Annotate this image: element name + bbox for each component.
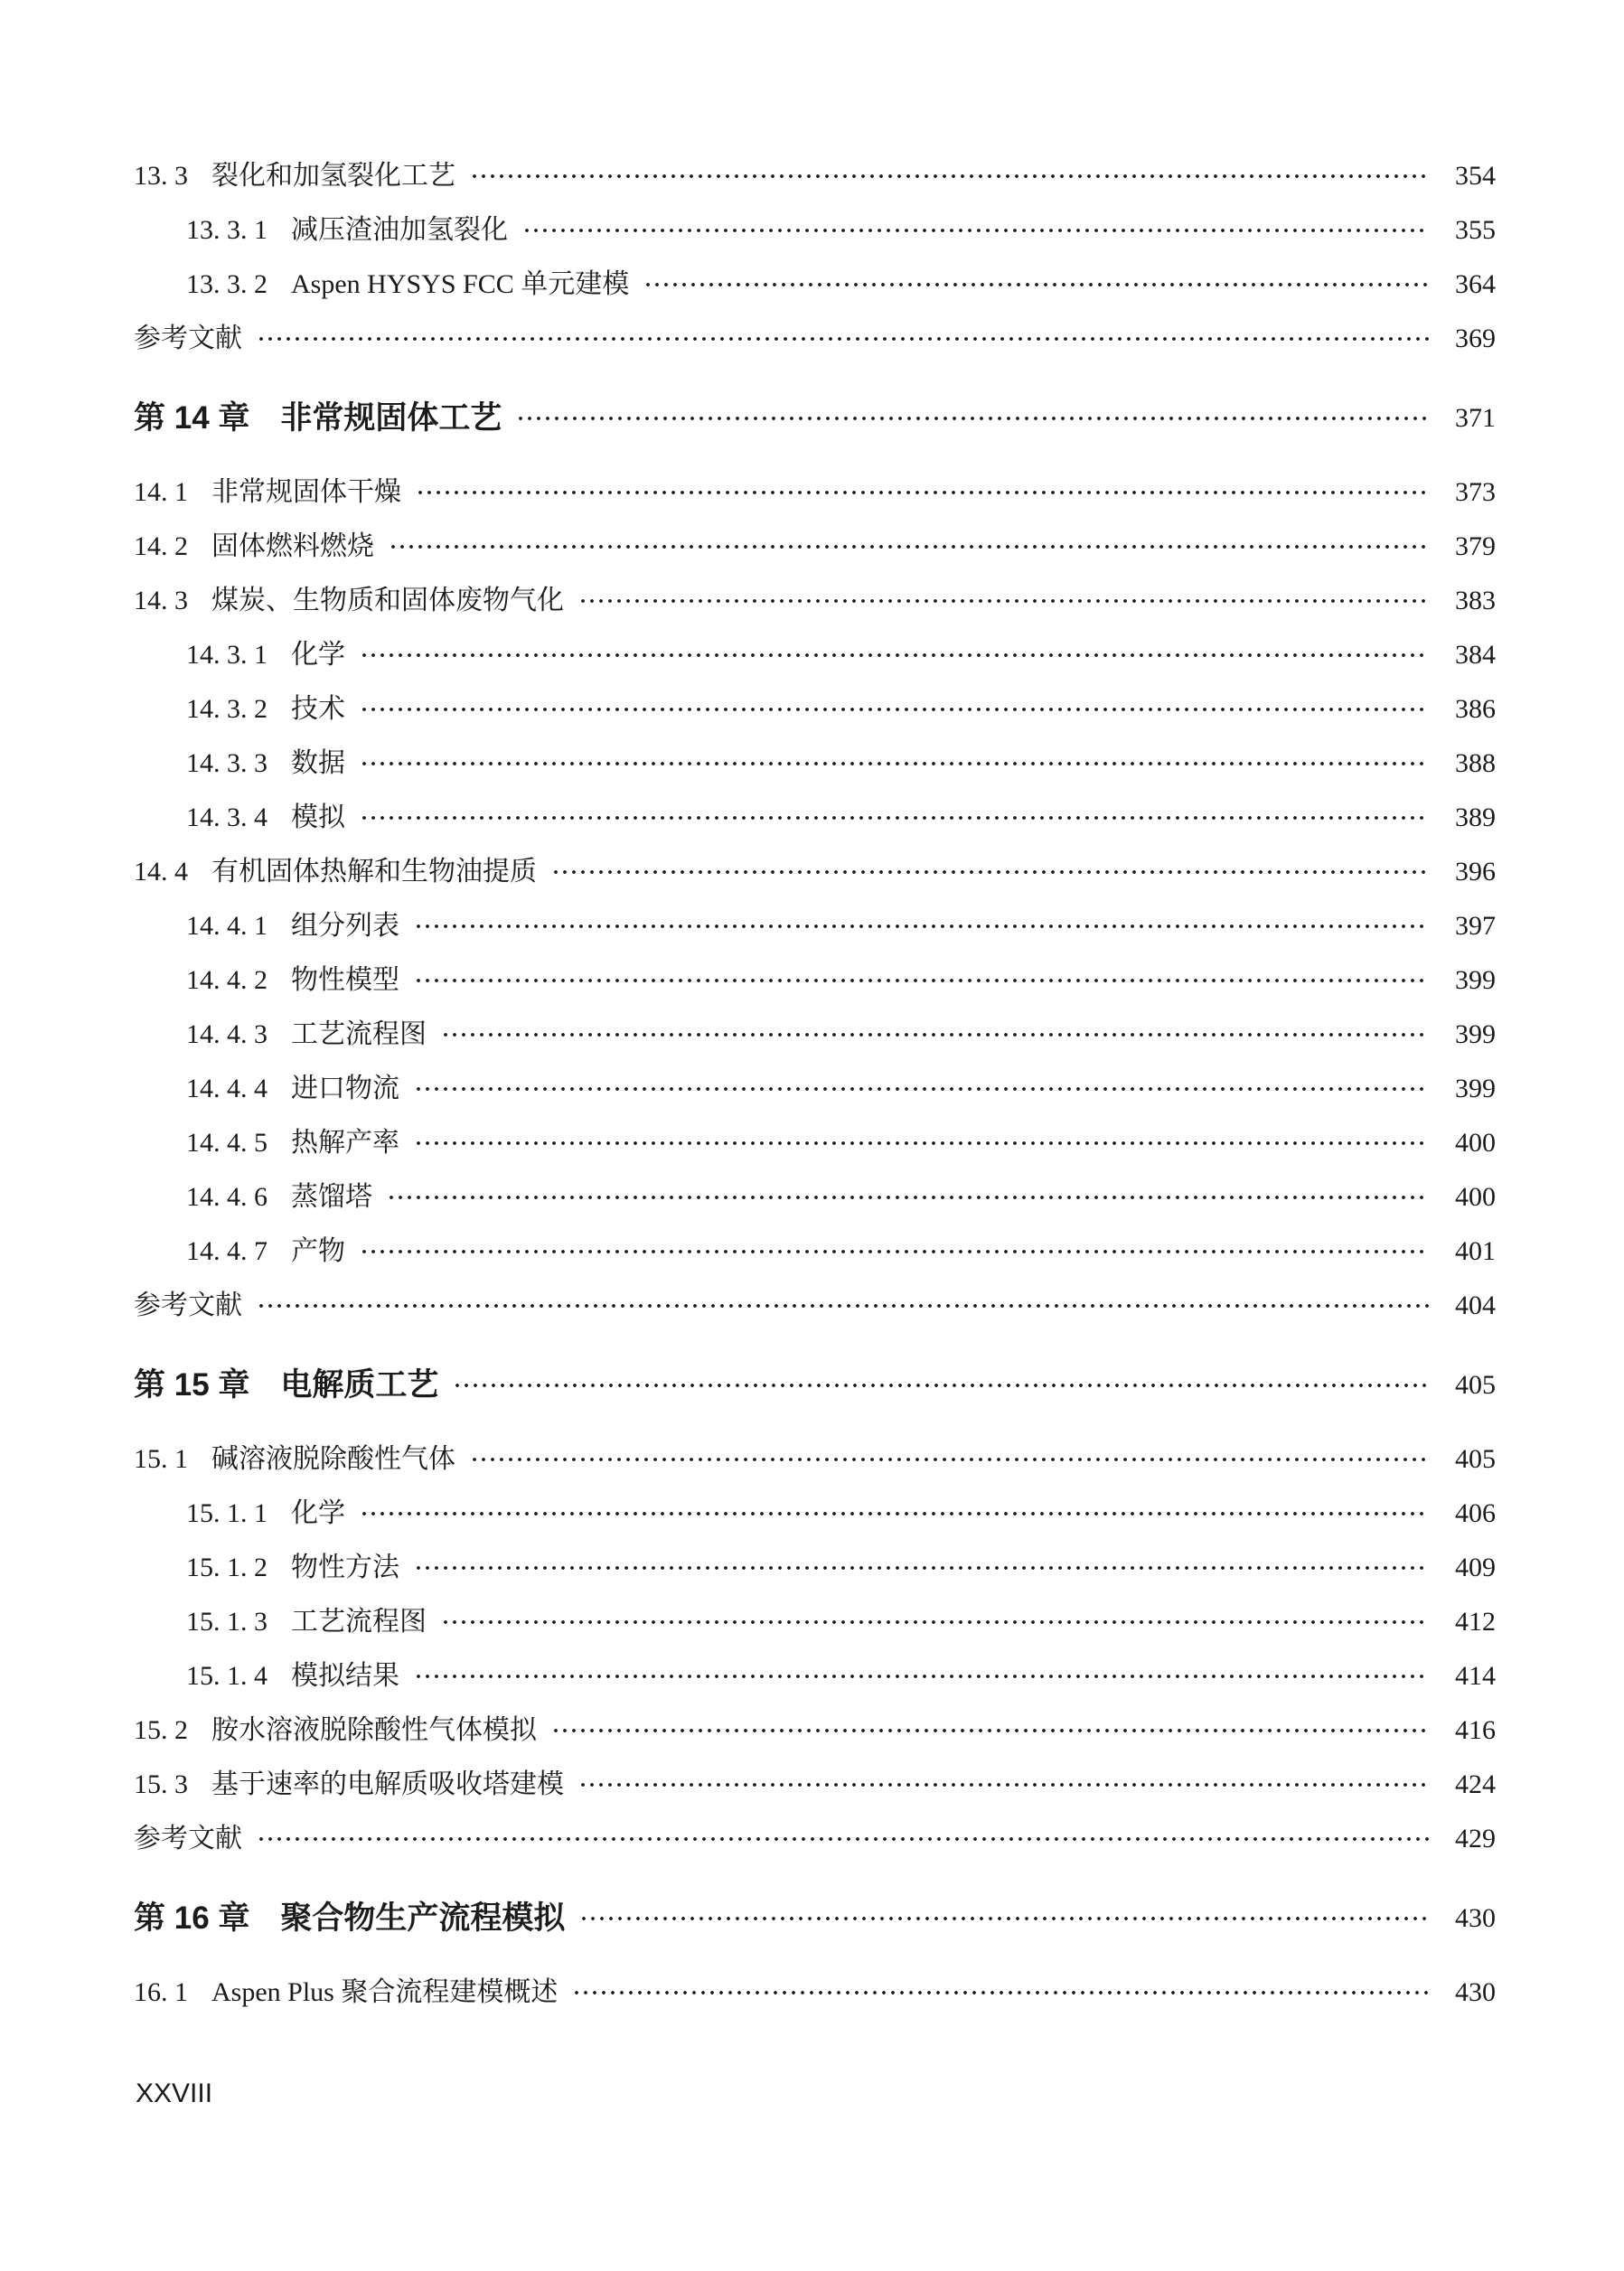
toc-entry <box>134 845 1496 899</box>
toc-entry <box>134 953 1496 1008</box>
toc-leader-dots <box>257 1812 1429 1866</box>
toc-entry-page: 405 <box>1455 1444 1496 1474</box>
toc-leader-dots <box>416 465 1429 520</box>
toc-leader-dots <box>572 1966 1429 2020</box>
toc-entry-number: 第 15 章 <box>134 1367 250 1403</box>
toc-entry-number: 14. 3. 4 <box>186 802 268 832</box>
toc-entry-page: 400 <box>1455 1128 1496 1158</box>
toc-entry-title: Aspen HYSYS FCC 单元建模 <box>291 269 630 299</box>
toc-entry-number: 14. 4. 7 <box>186 1236 268 1266</box>
toc-entry-number: 13. 3. 1 <box>186 215 268 245</box>
toc-entry-title: 物性方法 <box>291 1553 399 1582</box>
toc-entry-number: 14. 3. 2 <box>186 694 268 724</box>
toc-entry-title: 化学 <box>291 640 345 670</box>
toc-entry-number: 14. 4. 3 <box>186 1019 268 1049</box>
toc-leader-dots <box>470 149 1429 203</box>
toc-leader-dots <box>578 574 1429 628</box>
toc-entry-number: 16. 1 <box>134 1977 188 2007</box>
toc-entry-title: 聚合物生产流程模拟 <box>280 1900 566 1936</box>
toc-leader-dots <box>414 1062 1429 1116</box>
toc-entry-number: 13. 3 <box>134 161 188 191</box>
toc-leader-dots <box>414 953 1429 1008</box>
toc-entry <box>134 258 1496 312</box>
toc-entry <box>134 1170 1496 1225</box>
toc-entry <box>134 1008 1496 1062</box>
toc-entry-page: 416 <box>1455 1715 1496 1745</box>
toc-entry-page: 430 <box>1455 1977 1496 2007</box>
toc-entry-page: 399 <box>1455 1074 1496 1103</box>
toc-entry <box>134 1595 1496 1649</box>
toc-entry-page: 399 <box>1455 965 1496 995</box>
toc-entry-number: 第 16 章 <box>134 1900 250 1936</box>
toc-entry-number: 15. 2 <box>134 1715 188 1745</box>
toc-entry <box>134 1279 1496 1333</box>
toc-entry <box>134 1358 1496 1412</box>
toc-entry-number: 14. 4. 2 <box>186 965 268 995</box>
toc-entry-number: 14. 3. 3 <box>186 748 268 778</box>
toc-leader-dots <box>578 1758 1429 1812</box>
toc-entry-page: 371 <box>1455 403 1496 433</box>
toc-entry-page: 412 <box>1455 1607 1496 1637</box>
toc-entry <box>134 391 1496 446</box>
toc-entry-page: 389 <box>1455 802 1496 832</box>
toc-leader-dots <box>360 628 1429 682</box>
toc-entry-title: 有机固体热解和生物油提质 <box>211 857 537 887</box>
toc-entry-page: 396 <box>1455 857 1496 887</box>
toc-entry <box>134 1062 1496 1116</box>
toc-entry <box>134 1225 1496 1279</box>
toc-entry-number: 15. 1. 1 <box>186 1498 268 1528</box>
toc-entry <box>134 1966 1496 2020</box>
toc-entry <box>134 737 1496 791</box>
toc-entry-page: 379 <box>1455 531 1496 561</box>
toc-entry-page: 399 <box>1455 1019 1496 1049</box>
toc-entry <box>134 520 1496 574</box>
toc-entry-page: 354 <box>1455 161 1496 191</box>
toc-entry <box>134 1432 1496 1487</box>
toc-entry-page: 397 <box>1455 911 1496 941</box>
toc-entry-number: 14. 4. 6 <box>186 1182 268 1212</box>
toc-entry-page: 424 <box>1455 1769 1496 1799</box>
toc-entry <box>134 1541 1496 1595</box>
table-of-contents <box>134 149 1496 2020</box>
toc-entry-title: 参考文献 <box>134 324 242 353</box>
toc-leader-dots <box>441 1008 1429 1062</box>
toc-leader-dots <box>360 1225 1429 1279</box>
toc-leader-dots <box>551 1703 1429 1758</box>
toc-entry <box>134 149 1496 203</box>
toc-entry-number: 15. 1. 2 <box>186 1553 268 1582</box>
toc-entry-number: 14. 4. 4 <box>186 1074 268 1103</box>
toc-entry-title: 裂化和加氢裂化工艺 <box>211 161 455 191</box>
toc-entry-page: 384 <box>1455 640 1496 670</box>
toc-entry-number: 13. 3. 2 <box>186 269 268 299</box>
toc-entry-title: 工艺流程图 <box>291 1019 427 1049</box>
toc-entry-number: 15. 3 <box>134 1769 188 1799</box>
toc-leader-dots <box>516 391 1429 446</box>
toc-entry-title: 模拟 <box>291 802 345 832</box>
toc-entry-number: 14. 4 <box>134 857 188 887</box>
toc-entry-title: 产物 <box>291 1236 345 1266</box>
toc-entry-title: 组分列表 <box>291 911 399 941</box>
toc-entry-title: 基于速率的电解质吸收塔建模 <box>211 1769 564 1799</box>
toc-entry-title: 固体燃料燃烧 <box>211 531 374 561</box>
toc-entry-number: 14. 4. 1 <box>186 911 268 941</box>
toc-entry-title: 胺水溶液脱除酸性气体模拟 <box>211 1715 537 1745</box>
toc-leader-dots <box>579 1891 1429 1946</box>
toc-entry-number: 15. 1. 3 <box>186 1607 268 1637</box>
toc-entry-title: 模拟结果 <box>291 1661 399 1691</box>
toc-leader-dots <box>360 791 1429 845</box>
toc-entry-title: 参考文献 <box>134 1290 242 1320</box>
toc-entry-title: 参考文献 <box>134 1824 242 1853</box>
toc-entry <box>134 1116 1496 1170</box>
toc-entry-title: 减压渣油加氢裂化 <box>291 215 508 245</box>
toc-entry <box>134 1891 1496 1946</box>
toc-leader-dots <box>414 1116 1429 1170</box>
toc-entry <box>134 1703 1496 1758</box>
footer-page-number: XXVIII <box>136 2079 213 2108</box>
toc-entry-title: 工艺流程图 <box>291 1607 427 1637</box>
toc-entry-number: 14. 3 <box>134 586 188 615</box>
toc-entry-page: 405 <box>1455 1370 1496 1400</box>
toc-entry <box>134 899 1496 953</box>
toc-entry <box>134 1758 1496 1812</box>
toc-entry-number: 14. 4. 5 <box>186 1128 268 1158</box>
toc-entry-page: 406 <box>1455 1498 1496 1528</box>
toc-leader-dots <box>257 312 1429 366</box>
toc-leader-dots <box>414 1541 1429 1595</box>
toc-entry-page: 401 <box>1455 1236 1496 1266</box>
toc-entry-page: 429 <box>1455 1824 1496 1853</box>
toc-leader-dots <box>453 1358 1429 1412</box>
toc-entry-number: 15. 1 <box>134 1444 188 1474</box>
toc-leader-dots <box>387 1170 1429 1225</box>
toc-entry <box>134 1487 1496 1541</box>
toc-entry-number: 14. 2 <box>134 531 188 561</box>
toc-leader-dots <box>441 1595 1429 1649</box>
toc-entry-title: 蒸馏塔 <box>291 1182 372 1212</box>
toc-entry-page: 388 <box>1455 748 1496 778</box>
toc-entry-title: 进口物流 <box>291 1074 399 1103</box>
toc-entry <box>134 1812 1496 1866</box>
toc-entry-title: 煤炭、生物质和固体废物气化 <box>211 586 564 615</box>
toc-leader-dots <box>470 1432 1429 1487</box>
toc-leader-dots <box>360 737 1429 791</box>
toc-leader-dots <box>643 258 1429 312</box>
toc-entry-page: 430 <box>1455 1903 1496 1933</box>
toc-entry-number: 15. 1. 4 <box>186 1661 268 1691</box>
toc-entry-page: 409 <box>1455 1553 1496 1582</box>
toc-entry-number: 14. 1 <box>134 477 188 507</box>
toc-entry-title: 化学 <box>291 1498 345 1528</box>
toc-leader-dots <box>522 203 1429 258</box>
toc-entry <box>134 203 1496 258</box>
toc-leader-dots <box>551 845 1429 899</box>
toc-entry-title: 非常规固体干燥 <box>211 477 401 507</box>
toc-entry-title: 数据 <box>291 748 345 778</box>
toc-entry-title: 热解产率 <box>291 1128 399 1158</box>
toc-entry-page: 383 <box>1455 586 1496 615</box>
toc-entry <box>134 312 1496 366</box>
toc-entry-page: 369 <box>1455 324 1496 353</box>
toc-entry-page: 373 <box>1455 477 1496 507</box>
toc-entry <box>134 1649 1496 1703</box>
toc-entry-page: 414 <box>1455 1661 1496 1691</box>
toc-entry <box>134 628 1496 682</box>
toc-leader-dots <box>360 682 1429 737</box>
toc-entry-title: Aspen Plus 聚合流程建模概述 <box>211 1977 559 2007</box>
toc-entry <box>134 465 1496 520</box>
toc-entry-page: 404 <box>1455 1290 1496 1320</box>
toc-entry-title: 碱溶液脱除酸性气体 <box>211 1444 455 1474</box>
toc-entry-title: 电解质工艺 <box>280 1367 439 1403</box>
toc-entry-title: 非常规固体工艺 <box>280 400 502 436</box>
toc-entry-title: 技术 <box>291 694 345 724</box>
toc-entry-page: 400 <box>1455 1182 1496 1212</box>
toc-entry <box>134 791 1496 845</box>
toc-entry-title: 物性模型 <box>291 965 399 995</box>
toc-leader-dots <box>414 899 1429 953</box>
toc-entry-number: 14. 3. 1 <box>186 640 268 670</box>
toc-leader-dots <box>389 520 1429 574</box>
toc-leader-dots <box>257 1279 1429 1333</box>
toc-entry-number: 第 14 章 <box>134 400 250 436</box>
toc-entry <box>134 574 1496 628</box>
toc-entry-page: 355 <box>1455 215 1496 245</box>
toc-entry-page: 364 <box>1455 269 1496 299</box>
toc-entry <box>134 682 1496 737</box>
toc-leader-dots <box>414 1649 1429 1703</box>
toc-leader-dots <box>360 1487 1429 1541</box>
toc-entry-page: 386 <box>1455 694 1496 724</box>
